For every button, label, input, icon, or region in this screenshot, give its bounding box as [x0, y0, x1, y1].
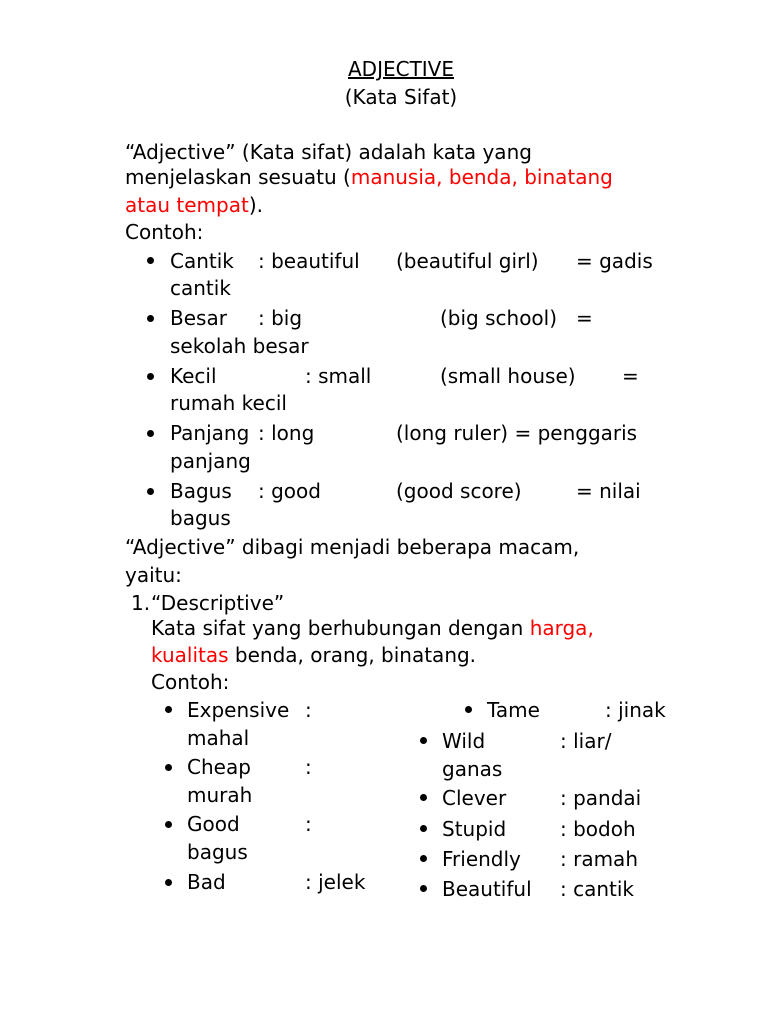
- example-phrase: (good score): [396, 479, 522, 503]
- intro-highlight: manusia, benda, binatang: [350, 165, 613, 189]
- example-meaning: : good: [258, 479, 321, 503]
- section-desc-text-2: benda, orang, binatang.: [228, 643, 477, 667]
- section-desc-highlight: harga,: [529, 616, 594, 640]
- adjective-word: Beautiful: [442, 877, 532, 901]
- adjective-word: Expensive: [187, 698, 290, 722]
- bullet-icon: [165, 706, 172, 713]
- bullet-icon: [420, 794, 427, 801]
- adjective-meaning: : cantik: [560, 877, 635, 901]
- example-equals: = nilai: [576, 479, 641, 503]
- adjective-word: Tame: [487, 698, 540, 722]
- bullet-icon: [420, 855, 427, 862]
- adjective-meaning: : liar/: [560, 729, 612, 753]
- adjective-word: Clever: [442, 786, 507, 810]
- adjective-colon: :: [305, 812, 312, 836]
- section-heading: “Descriptive”: [151, 591, 285, 615]
- example-word: Cantik: [170, 249, 234, 273]
- example-equals: =: [576, 306, 593, 330]
- example-meaning: : small: [305, 364, 372, 388]
- contoh-label: Contoh:: [125, 220, 204, 244]
- section-contoh-label: Contoh:: [151, 670, 230, 694]
- adjective-word: Bad: [187, 870, 226, 894]
- example-phrase: (beautiful girl): [396, 249, 539, 273]
- bullet-icon: [147, 488, 154, 495]
- section-desc-highlight-2: kualitas: [151, 643, 229, 667]
- example-phrase: (big school): [440, 306, 558, 330]
- intro-text: menjelaskan sesuatu (: [125, 165, 351, 189]
- example-cont: panjang: [170, 449, 251, 473]
- example-word: Bagus: [170, 479, 232, 503]
- adjective-word: Friendly: [442, 847, 521, 871]
- adjective-colon: :: [305, 755, 312, 779]
- example-word: Panjang: [170, 421, 250, 445]
- intro-line-1: “Adjective” (Kata sifat) adalah kata yang: [125, 140, 532, 164]
- adjective-word: Cheap: [187, 755, 251, 779]
- adjective-meaning: : jinak: [605, 698, 666, 722]
- example-cont: sekolah besar: [170, 334, 309, 358]
- example-word: Besar: [170, 306, 227, 330]
- bullet-icon: [147, 373, 154, 380]
- bullet-icon: [165, 821, 172, 828]
- example-meaning: : big: [258, 306, 303, 330]
- bullet-icon: [147, 315, 154, 322]
- adjective-meaning: : bodoh: [560, 817, 636, 841]
- adjective-meaning: : pandai: [560, 786, 642, 810]
- division-line-1: “Adjective” dibagi menjadi beberapa macam,: [125, 535, 580, 559]
- section-number: 1.: [131, 591, 151, 615]
- adjective-meaning: mahal: [187, 726, 250, 750]
- example-cont: bagus: [170, 506, 231, 530]
- example-phrase: (small house): [440, 364, 576, 388]
- bullet-icon: [165, 879, 172, 886]
- example-meaning: : beautiful: [258, 249, 360, 273]
- section-desc-line-2: [151, 641, 476, 669]
- bullet-icon: [165, 764, 172, 771]
- adjective-meaning-cont: ganas: [442, 757, 503, 781]
- adjective-meaning: bagus: [187, 840, 248, 864]
- example-word: Kecil: [170, 364, 217, 388]
- adjective-colon: : jelek: [305, 870, 366, 894]
- section-desc-text: Kata sifat yang berhubungan dengan: [151, 616, 530, 640]
- bullet-icon: [420, 885, 427, 892]
- example-cont: cantik: [170, 276, 231, 300]
- division-line-2: yaitu:: [125, 563, 182, 587]
- adjective-meaning: : ramah: [560, 847, 638, 871]
- example-equals: = gadis: [576, 249, 653, 273]
- example-equals: =: [622, 364, 639, 388]
- adjective-colon: :: [305, 698, 312, 722]
- bullet-icon: [147, 257, 154, 264]
- page-title: ADJECTIVE: [347, 57, 454, 81]
- intro-line-3: [125, 191, 263, 219]
- example-meaning: : long: [258, 421, 315, 445]
- intro-text-2: ).: [248, 193, 263, 217]
- adjective-word: Wild: [442, 729, 486, 753]
- section-desc-line-1: [151, 614, 594, 642]
- bullet-icon: [420, 737, 427, 744]
- intro-highlight-2: atau tempat: [125, 193, 249, 217]
- bullet-icon: [147, 430, 154, 437]
- bullet-icon: [420, 825, 427, 832]
- adjective-meaning: murah: [187, 783, 253, 807]
- adjective-word: Stupid: [442, 817, 507, 841]
- intro-line-2: [125, 163, 613, 191]
- example-cont: rumah kecil: [170, 391, 287, 415]
- adjective-word: Good: [187, 812, 240, 836]
- example-phrase: (long ruler) = penggaris: [396, 421, 638, 445]
- page-subtitle: (Kata Sifat): [344, 85, 458, 109]
- bullet-icon: [465, 706, 472, 713]
